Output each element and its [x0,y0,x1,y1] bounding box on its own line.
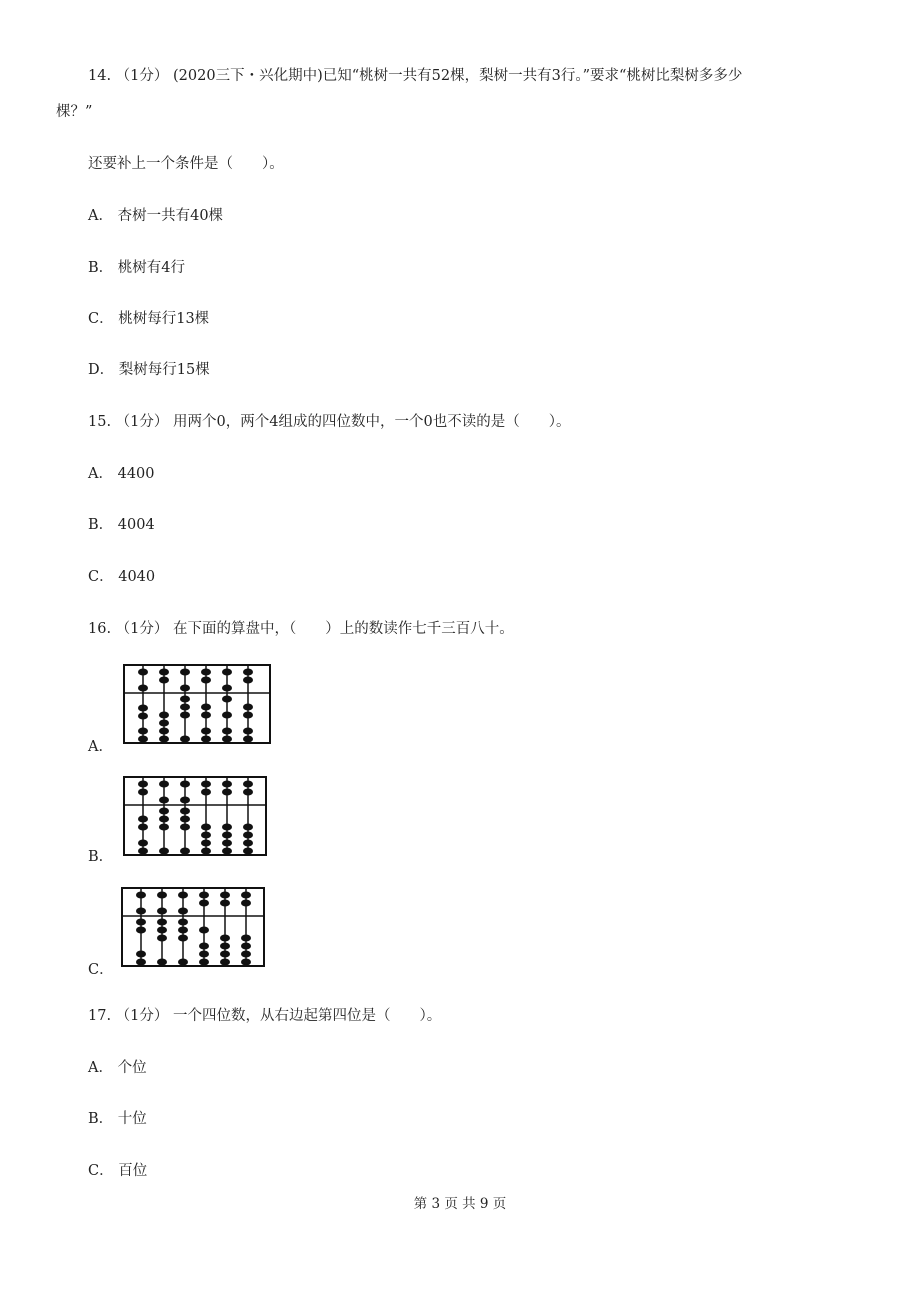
question-score: （1分） [115,68,169,84]
abacus-image [120,886,266,968]
question-text: (2020三下・兴化期中)已知“桃树一共有52棵，梨树一共有3行。”要求“桃树比梨树多多少 [173,68,743,84]
option-c[interactable] [88,1159,147,1180]
option-text: 百位 [118,1163,148,1179]
option-key: C． [88,569,114,585]
abacus-a-svg [122,663,272,745]
page-footer: 第 3 页 共 9 页 [413,1196,507,1212]
question-score: （1分） [115,414,169,430]
option-a[interactable] [88,1056,147,1077]
option-a[interactable] [88,462,155,483]
option-text: 梨树每行15棵 [118,362,210,378]
option-text: 桃树有4行 [117,260,185,276]
question-text: 一个四位数，从右边起第四位是（ ）。 [173,1008,442,1024]
option-key: A． [88,208,113,224]
option-key: C． [88,962,114,978]
option-b[interactable] [88,256,185,277]
option-text: 十位 [117,1111,147,1127]
option-a[interactable] [88,204,223,225]
question-number: 17. [88,1008,112,1024]
option-text: 4040 [118,569,156,585]
option-text: 桃树每行13棵 [118,311,210,327]
abacus-c-svg [120,886,266,968]
abacus-image [122,663,272,745]
question-14-line3: 还要补上一个条件是（ ）。 [88,156,284,172]
question-text: 用两个0，两个4组成的四位数中，一个0也不读的是（ ）。 [173,414,571,430]
question-score: （1分） [115,621,169,637]
option-key: A． [88,1060,113,1076]
question-number: 16. [88,621,112,637]
option-key: B． [88,1111,114,1127]
option-b[interactable] [88,513,155,534]
option-key: C． [88,311,114,327]
abacus-image [122,775,268,857]
question-16 [88,617,514,638]
option-text: 杏树一共有40棵 [117,208,224,224]
option-a[interactable] [88,735,113,756]
question-15 [88,410,570,431]
option-text: 个位 [117,1060,147,1076]
option-key: A． [88,739,113,755]
option-c[interactable] [88,307,209,328]
option-key: B． [88,260,114,276]
option-key: D． [88,362,115,378]
option-key: C． [88,1163,114,1179]
option-key: B． [88,517,114,533]
question-17 [88,1004,441,1025]
question-number: 15. [88,414,112,430]
option-key: A． [88,466,113,482]
option-text: 4004 [117,517,155,533]
question-14-line1 [88,64,742,85]
option-text: 4400 [117,466,155,482]
option-b[interactable] [88,1107,147,1128]
question-text: 在下面的算盘中，（ ）上的数读作七千三百八十。 [173,621,514,637]
question-number: 14. [88,68,112,84]
question-score: （1分） [115,1008,169,1024]
option-d[interactable] [88,358,210,379]
option-key: B． [88,849,114,865]
option-b[interactable] [88,845,113,866]
question-14-line2: 棵？” [56,104,93,120]
abacus-b-svg [122,775,268,857]
option-c[interactable] [88,958,114,979]
option-c[interactable] [88,565,155,586]
